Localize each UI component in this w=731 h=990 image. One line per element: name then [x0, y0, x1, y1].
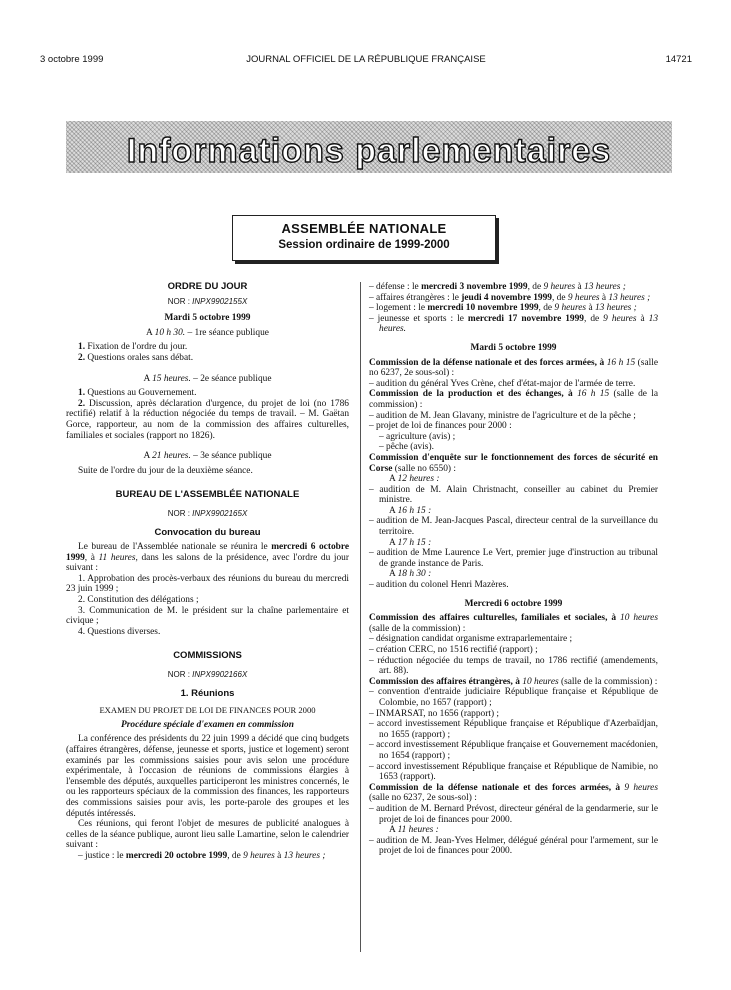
time-heading: A 12 heures :	[389, 474, 440, 485]
list-item: – justice : le mercredi 20 octobre 1999, de 9 heures à 13 heures ;	[78, 850, 326, 861]
bureau-title: BUREAU DE L'ASSEMBLÉE NATIONALE	[115, 489, 300, 501]
list-item: – convention d'entraide judiciaire République française et République de Colombie, no 1657 (rapport) ;	[369, 687, 658, 708]
nor-commissions: NOR : INPX9902166X	[167, 670, 248, 680]
oj-date: Mardi 5 octobre 1999	[164, 313, 251, 324]
banner-title: Informations parlementaires	[126, 132, 612, 170]
list-item: – audition de M. Bernard Prévost, directeur général de la gendarmerie, sur le projet de loi de finances pour 2000.	[369, 803, 658, 825]
list-item: – pêche (avis).	[379, 442, 434, 453]
list-item: – accord investissement République française et Gouvernement macédonien, no 1654 (rapport) ;	[369, 740, 658, 761]
left-column	[66, 282, 349, 862]
list-item: – audition du général Yves Crène, chef d'état-major de l'armée de terre.	[369, 378, 636, 389]
time-heading: A 18 h 30 :	[389, 569, 432, 580]
list-item: – affaires étrangères : le jeudi 4 novembre 1999, de 9 heures à 13 heures ;	[369, 292, 651, 303]
procedure-text: La conférence des présidents du 22 juin 1999 a décidé que cinq budgets (affaires étrangères, défense, jeunesse et sports, justice et logement) seront examinés par les commissions saisies pour avis selon une procédure expérimentale, à l'occasion de réunions de commissions élargies à l'ensemble des députés, auxquelles participeront les ministres concernés, le ou les rapporteurs spéciaux de la commission des finances, les rapporteurs des commissions saisies pour avis, les porte-parole des groupes et les députés intéressés.	[66, 734, 349, 819]
time-heading: A 11 heures :	[389, 825, 439, 836]
column-divider	[360, 282, 361, 952]
nor-bureau: NOR : INPX9902165X	[167, 508, 248, 518]
list-item: – accord investissement République française et République d'Azerbaïdjan, no 1655 (rapport) ;	[369, 719, 658, 740]
procedure-text-2: Ces réunions, qui feront l'objet de mesures de publicité analogues à celles de la séance publique, auront lieu salle Lamartine, selon le calendrier suivant :	[66, 819, 349, 851]
header-journal: JOURNAL OFFICIEL DE LA RÉPUBLIQUE FRANÇAISE	[246, 54, 486, 65]
list-item: 2. Questions orales sans débat.	[78, 352, 194, 363]
nor-ordre-du-jour: NOR : INPX9902155X	[167, 296, 248, 306]
list-item: – défense : le mercredi 3 novembre 1999, de 9 heures à 13 heures ;	[369, 282, 626, 292]
right-column	[369, 282, 658, 857]
commission-defense-2: Commission de la défense nationale et des forces armées, à 9 heures (salle no 6237, 2e sous-sol) :	[369, 782, 658, 804]
mercredi-date: Mercredi 6 octobre 1999	[464, 598, 563, 609]
list-item: – accord investissement République française et République de Namibie, no 1653 (rapport).	[369, 761, 658, 783]
list-item: – création CERC, no 1516 rectifié (rapport) ;	[369, 645, 538, 655]
header-date: 3 octobre 1999	[40, 54, 104, 65]
commission-production: Commission de la production et des échanges, à 16 h 15 (salle de la commission) :	[369, 389, 659, 410]
list-item: 3. Communication de M. le président sur la chaîne parlementaire et civique ;	[66, 605, 349, 627]
list-item: – audition de M. Jean-Yves Helmer, délégué général pour l'armement, sur le projet de loi de finances pour 2000.	[369, 835, 658, 857]
list-item: – audition de Mme Laurence Le Vert, premier juge d'instruction au tribunal de grande instance de Paris.	[369, 548, 658, 569]
commission-affaires-etrangeres: Commission des affaires étrangères, à 10 heures (salle de la commission) :	[369, 676, 658, 687]
convocation-text: Le bureau de l'Assemblée nationale se réunira le mercredi 6 octobre 1999, à 11 heures, dans les salons de la présidence, avec l'ordre du jour suivant :	[66, 542, 349, 574]
list-item: – réduction négociée du temps de travail, no 1786 rectifié (amendements, art. 88).	[369, 655, 658, 677]
convocation-title: Convocation du bureau	[154, 526, 261, 538]
list-item: – projet de loi de finances pour 2000 :	[369, 421, 512, 432]
section-banner	[66, 121, 672, 173]
list-item: – audition de M. Alain Christnacht, conseiller au cabinet du Premier ministre.	[369, 484, 658, 506]
assembly-box	[232, 215, 496, 261]
session-3-text: Suite de l'ordre du jour de la deuxième séance.	[78, 465, 253, 476]
session-2-heading: A 15 heures. – 2e séance publique	[143, 373, 272, 384]
exam-heading: EXAMEN DU PROJET DE LOI DE FINANCES POUR 2000	[99, 705, 316, 716]
mardi-date: Mardi 5 octobre 1999	[470, 342, 557, 353]
ordre-du-jour-title: ORDRE DU JOUR	[167, 281, 248, 292]
list-item: – audition de M. Jean-Jacques Pascal, directeur central de la surveillance du territoire.	[369, 516, 658, 538]
list-item: 2. Discussion, après déclaration d'urgence, du projet de loi (no 1786 rectifié) relatif à la réduction négociée du temps de travail. – M. Gaëtan Gorce, rapporteur, au nom de la commission des affaires culturelles, familiales et sociales (rapport no 1826).	[66, 398, 350, 441]
list-item: 1. Approbation des procès-verbaux des réunions du bureau du mercredi 23 juin 1999 ;	[66, 573, 349, 595]
session-3-heading: A 21 heures. – 3e séance publique	[143, 451, 272, 462]
session-1-heading: A 10 h 30. – 1re séance publique	[146, 327, 269, 338]
list-item: – agriculture (avis) ;	[379, 431, 456, 442]
commissions-title: COMMISSIONS	[173, 650, 242, 662]
assembly-title: ASSEMBLÉE NATIONALE	[281, 221, 447, 236]
header-page-number: 14721	[665, 54, 692, 65]
reunions-title: 1. Réunions	[180, 687, 235, 699]
commission-affaires-culturelles: Commission des affaires culturelles, familiales et sociales, à 10 heures (salle de la commission) :	[369, 613, 658, 634]
session-title: Session ordinaire de 1999-2000	[278, 239, 450, 251]
list-item: – audition de M. Jean Glavany, ministre de l'agriculture et de la pêche ;	[369, 410, 636, 421]
list-item: – jeunesse et sports : le mercredi 17 novembre 1999, de 9 heures à 13 heures.	[369, 313, 659, 335]
commission-defense: Commission de la défense nationale et des forces armées, à 16 h 15 (salle no 6237, 2e sous-sol) :	[369, 357, 658, 379]
list-item: – audition du colonel Henri Mazères.	[369, 580, 509, 591]
list-item: 1. Questions au Gouvernement.	[78, 388, 197, 399]
list-item: – désignation candidat organisme extraparlementaire ;	[369, 634, 573, 645]
list-item: 4. Questions diverses.	[78, 626, 161, 637]
list-item: – logement : le mercredi 10 novembre 1999, de 9 heures à 13 heures ;	[369, 303, 637, 314]
list-item: 1. Fixation de l'ordre du jour.	[78, 342, 188, 353]
list-item: 2. Constitution des délégations ;	[78, 595, 199, 606]
commission-enquete: Commission d'enquête sur le fonctionnement des forces de sécurité en Corse (salle no 6550) :	[369, 452, 658, 474]
procedure-heading: Procédure spéciale d'examen en commission	[121, 719, 294, 730]
time-heading: A 16 h 15 :	[389, 505, 432, 516]
list-item: – INMARSAT, no 1656 (rapport) ;	[369, 708, 500, 719]
page-header	[40, 54, 692, 68]
time-heading: A 17 h 15 :	[389, 537, 432, 548]
